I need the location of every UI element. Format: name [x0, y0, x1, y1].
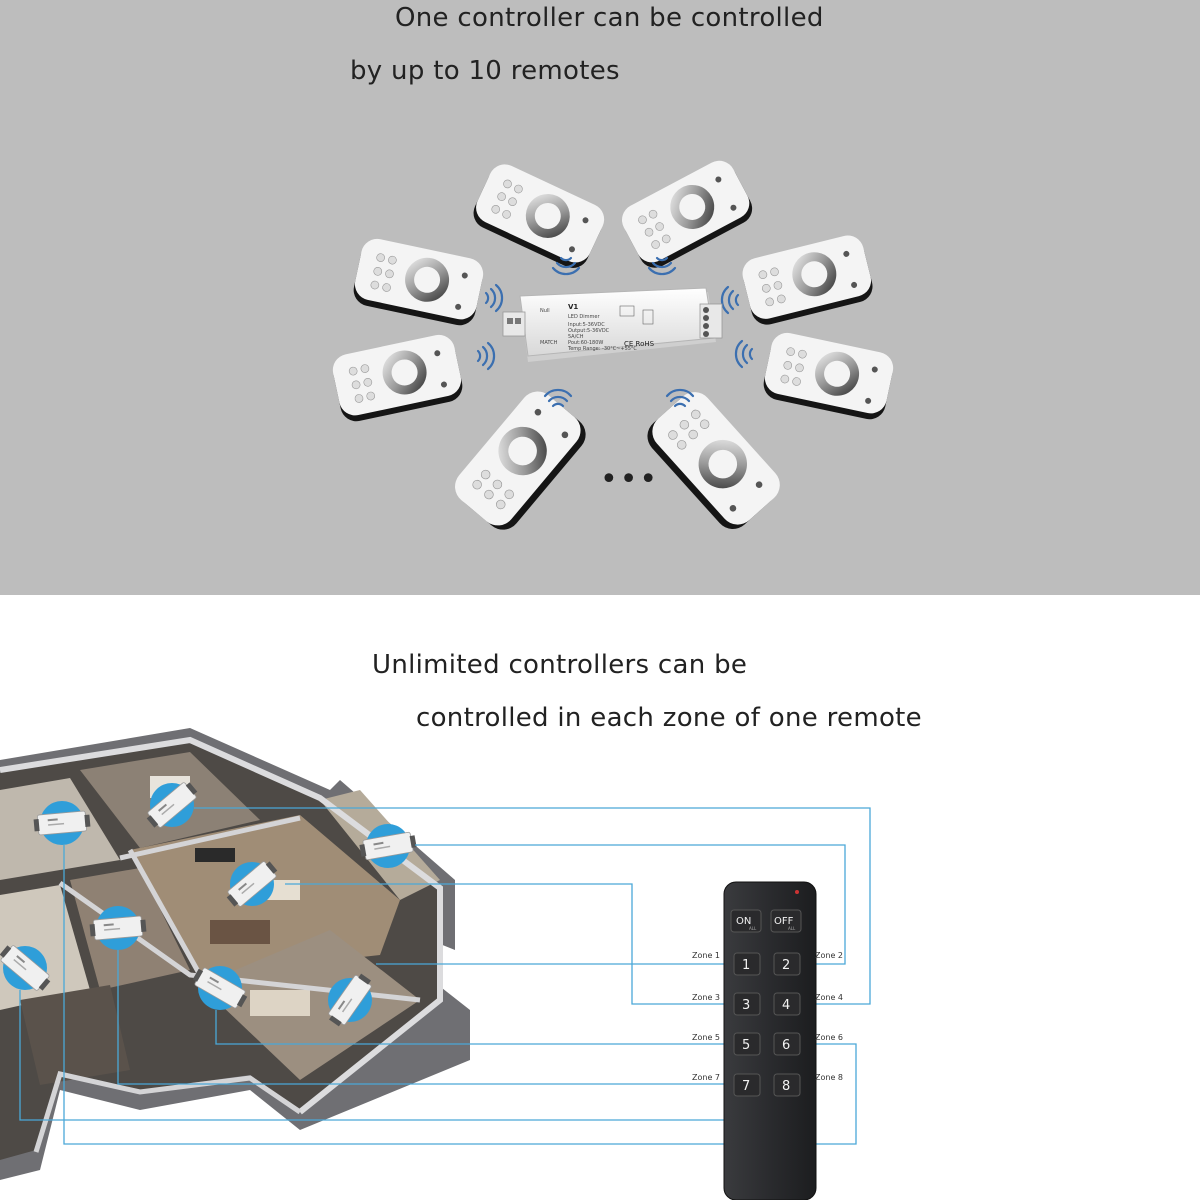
controller-spec-3: 5A/CH	[568, 334, 584, 340]
remote-mid-left-lower	[330, 332, 465, 424]
more-remotes-ellipsis: •••	[600, 462, 660, 497]
led-dimmer-controller	[503, 288, 722, 362]
zone-2-label: Zone 2	[815, 951, 843, 960]
off-sub-label: ALL	[788, 926, 796, 931]
on-sub-label: ALL	[749, 926, 757, 931]
controller-type: LED Dimmer	[568, 314, 600, 320]
zone-1-button[interactable]	[734, 953, 760, 975]
zone-4-label: Zone 4	[815, 993, 843, 1002]
off-all-button[interactable]	[771, 910, 801, 932]
controller-model: V1	[568, 303, 579, 311]
top-caption-line2: by up to 10 remotes	[350, 56, 620, 86]
remote-mid-left-upper	[351, 236, 486, 328]
house-floorplan-cutaway	[0, 728, 470, 1180]
controller-spec-5: Temp Range: -30°C~+55°C	[568, 346, 637, 352]
zone-5-key-label: 5	[742, 1038, 751, 1053]
zone-8-key-label: 8	[782, 1079, 791, 1094]
eight-zone-remote	[724, 882, 816, 1200]
zone-5-label: Zone 5	[692, 1033, 720, 1042]
zone-6-button[interactable]	[774, 1033, 800, 1055]
zone-3-button[interactable]	[734, 993, 760, 1015]
zone-2-button[interactable]	[774, 953, 800, 975]
bottom-caption-line1: Unlimited controllers can be	[372, 650, 748, 680]
bottom-caption-line2: controlled in each zone of one remote	[416, 703, 922, 733]
controller-spec-2: Output:5-36VDC	[568, 328, 610, 334]
top-caption-line1: One controller can be controlled	[395, 3, 824, 33]
zone-8-label: Zone 8	[815, 1073, 843, 1082]
on-label: ON	[736, 916, 752, 927]
controller-port-match: MATCH	[540, 340, 558, 346]
controller-port-null: Null	[540, 308, 550, 314]
zone-1-label: Zone 1	[692, 951, 720, 960]
zone-4-key-label: 4	[782, 998, 791, 1013]
zone-5-button[interactable]	[734, 1033, 760, 1055]
zone-7-button[interactable]	[734, 1074, 760, 1096]
controller-spec-1: Input:5-36VDC	[568, 322, 605, 328]
zone-3-label: Zone 3	[692, 993, 720, 1002]
remote-top-right	[616, 155, 757, 273]
zone-6-key-label: 6	[782, 1038, 791, 1053]
off-label: OFF	[774, 916, 794, 927]
remote-mid-right-upper	[739, 232, 876, 328]
remote-bottom-right	[640, 385, 787, 536]
controller-spec-4: Pout:60-180W	[568, 340, 604, 346]
zone-6-label: Zone 6	[815, 1033, 843, 1042]
controller-cert: CE RoHS	[624, 340, 655, 348]
zone-7-key-label: 7	[742, 1079, 751, 1094]
zone-1-key-label: 1	[742, 958, 751, 973]
zone-8-button[interactable]	[774, 1074, 800, 1096]
on-all-button[interactable]	[731, 910, 761, 932]
remote-top-left	[468, 159, 609, 273]
zone-4-button[interactable]	[774, 993, 800, 1015]
remote-bottom-left	[448, 384, 593, 537]
zone-3-key-label: 3	[742, 998, 751, 1013]
zone-7-label: Zone 7	[692, 1073, 720, 1082]
zone-2-key-label: 2	[782, 958, 791, 973]
remote-mid-right-lower	[761, 330, 896, 422]
